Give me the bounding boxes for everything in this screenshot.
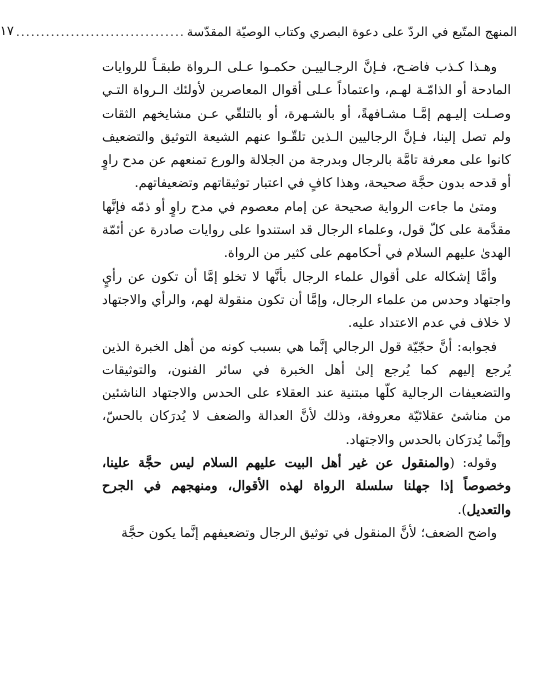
leader-dots: .................................. <box>15 24 185 39</box>
quoted-paragraph <box>102 452 511 522</box>
page-number: ١٧ <box>0 24 14 39</box>
paragraph: واضح الضعف؛ لأنَّ المنقول في توثيق الرجال وتضعيفهم إنَّما يكون حجَّة <box>121 525 497 541</box>
running-header <box>0 20 517 44</box>
paragraph: وهـذا كـذب فاضـح، فـإنَّ الرجـالييـن حكمـوا عـلى الـرواة طبقـاً للروايات المادحة أو الذامّـة لهـم، واعتماداً عـلى أقوال المعاصرين لأولئك الـرواة التـي وصـلت إليـهم إمَّـا مشـافهةً، أو بالشـهرة، أو بالتلقّي عـن مشايخهم الثقات ولم تصل إلينا، فـإنَّ الرجاليين الـذين تلقّـوا عنهم الشيعة التوثيق والتضعيف كانوا على معرفة تامَّة بالرجال وبدرجة من الجلالة والورع تمنعهم عن مدح راوٍ أو قدحه بدون حجَّة صحيحة، وهذا كافٍ في اعتبار توثيقاتهم وتضعيفاتهم. <box>102 60 511 192</box>
quoted-text: والمنقول عن غير أهل البيت عليهم السلام ليس حجَّة علينا، وخصوصاً إذا جهلنا سلسلة الرواة لهذه الأقوال، ومنهجهم في الجرح والتعديل <box>102 456 511 518</box>
paragraph: وأمَّا إشكاله على أقوال علماء الرجال بأنَّها لا تخلو إمَّا أن تكون عن رأيٍ واجتهاد وحدس من علماء الرجال، وإمَّا أن تكون منقولة لهم، والرأي والاجتهاد لا خلاف في عدم الاعتداد عليه. <box>102 269 511 332</box>
paragraph: ومتىٰ ما جاءت الرواية صحيحة عن إمام معصوم في مدح راوٍ أو ذمّه فإنَّها مقدَّمة على كلّ قول، وعلماء الرجال قد استندوا على روايات صادرة عن أئمّة الهدىٰ عليهم السلام في أحكامهم على كثير من الرواة. <box>102 199 511 262</box>
body-text <box>102 56 511 545</box>
quote-suffix: ). <box>457 502 467 518</box>
running-title: المنهج المتّبع في الردّ على دعوة البصري وكتاب الوصيّة المقدّسة <box>186 24 517 39</box>
quote-prefix: وقوله: ( <box>449 456 497 472</box>
paragraph: فجوابه: أنَّ حجّيّة قول الرجالي إنَّما هي بسبب كونه من أهل الخبرة الذين يُرجع إليهم كما يُرجع إلىٰ أهل الخبرة في سائر الفنون، والتوثيقات والتضعيفات الرجالية كلّها مبتنية عند العقلاء على الحدس والاجتهاد الناشئين من مناشئ عقلائيّة معروفة، وذلك لأنَّ العدالة والضعف لا يُدرَكان بالحسّ، وإنَّما يُدرَكان بالحدس والاجتهاد. <box>102 339 511 448</box>
